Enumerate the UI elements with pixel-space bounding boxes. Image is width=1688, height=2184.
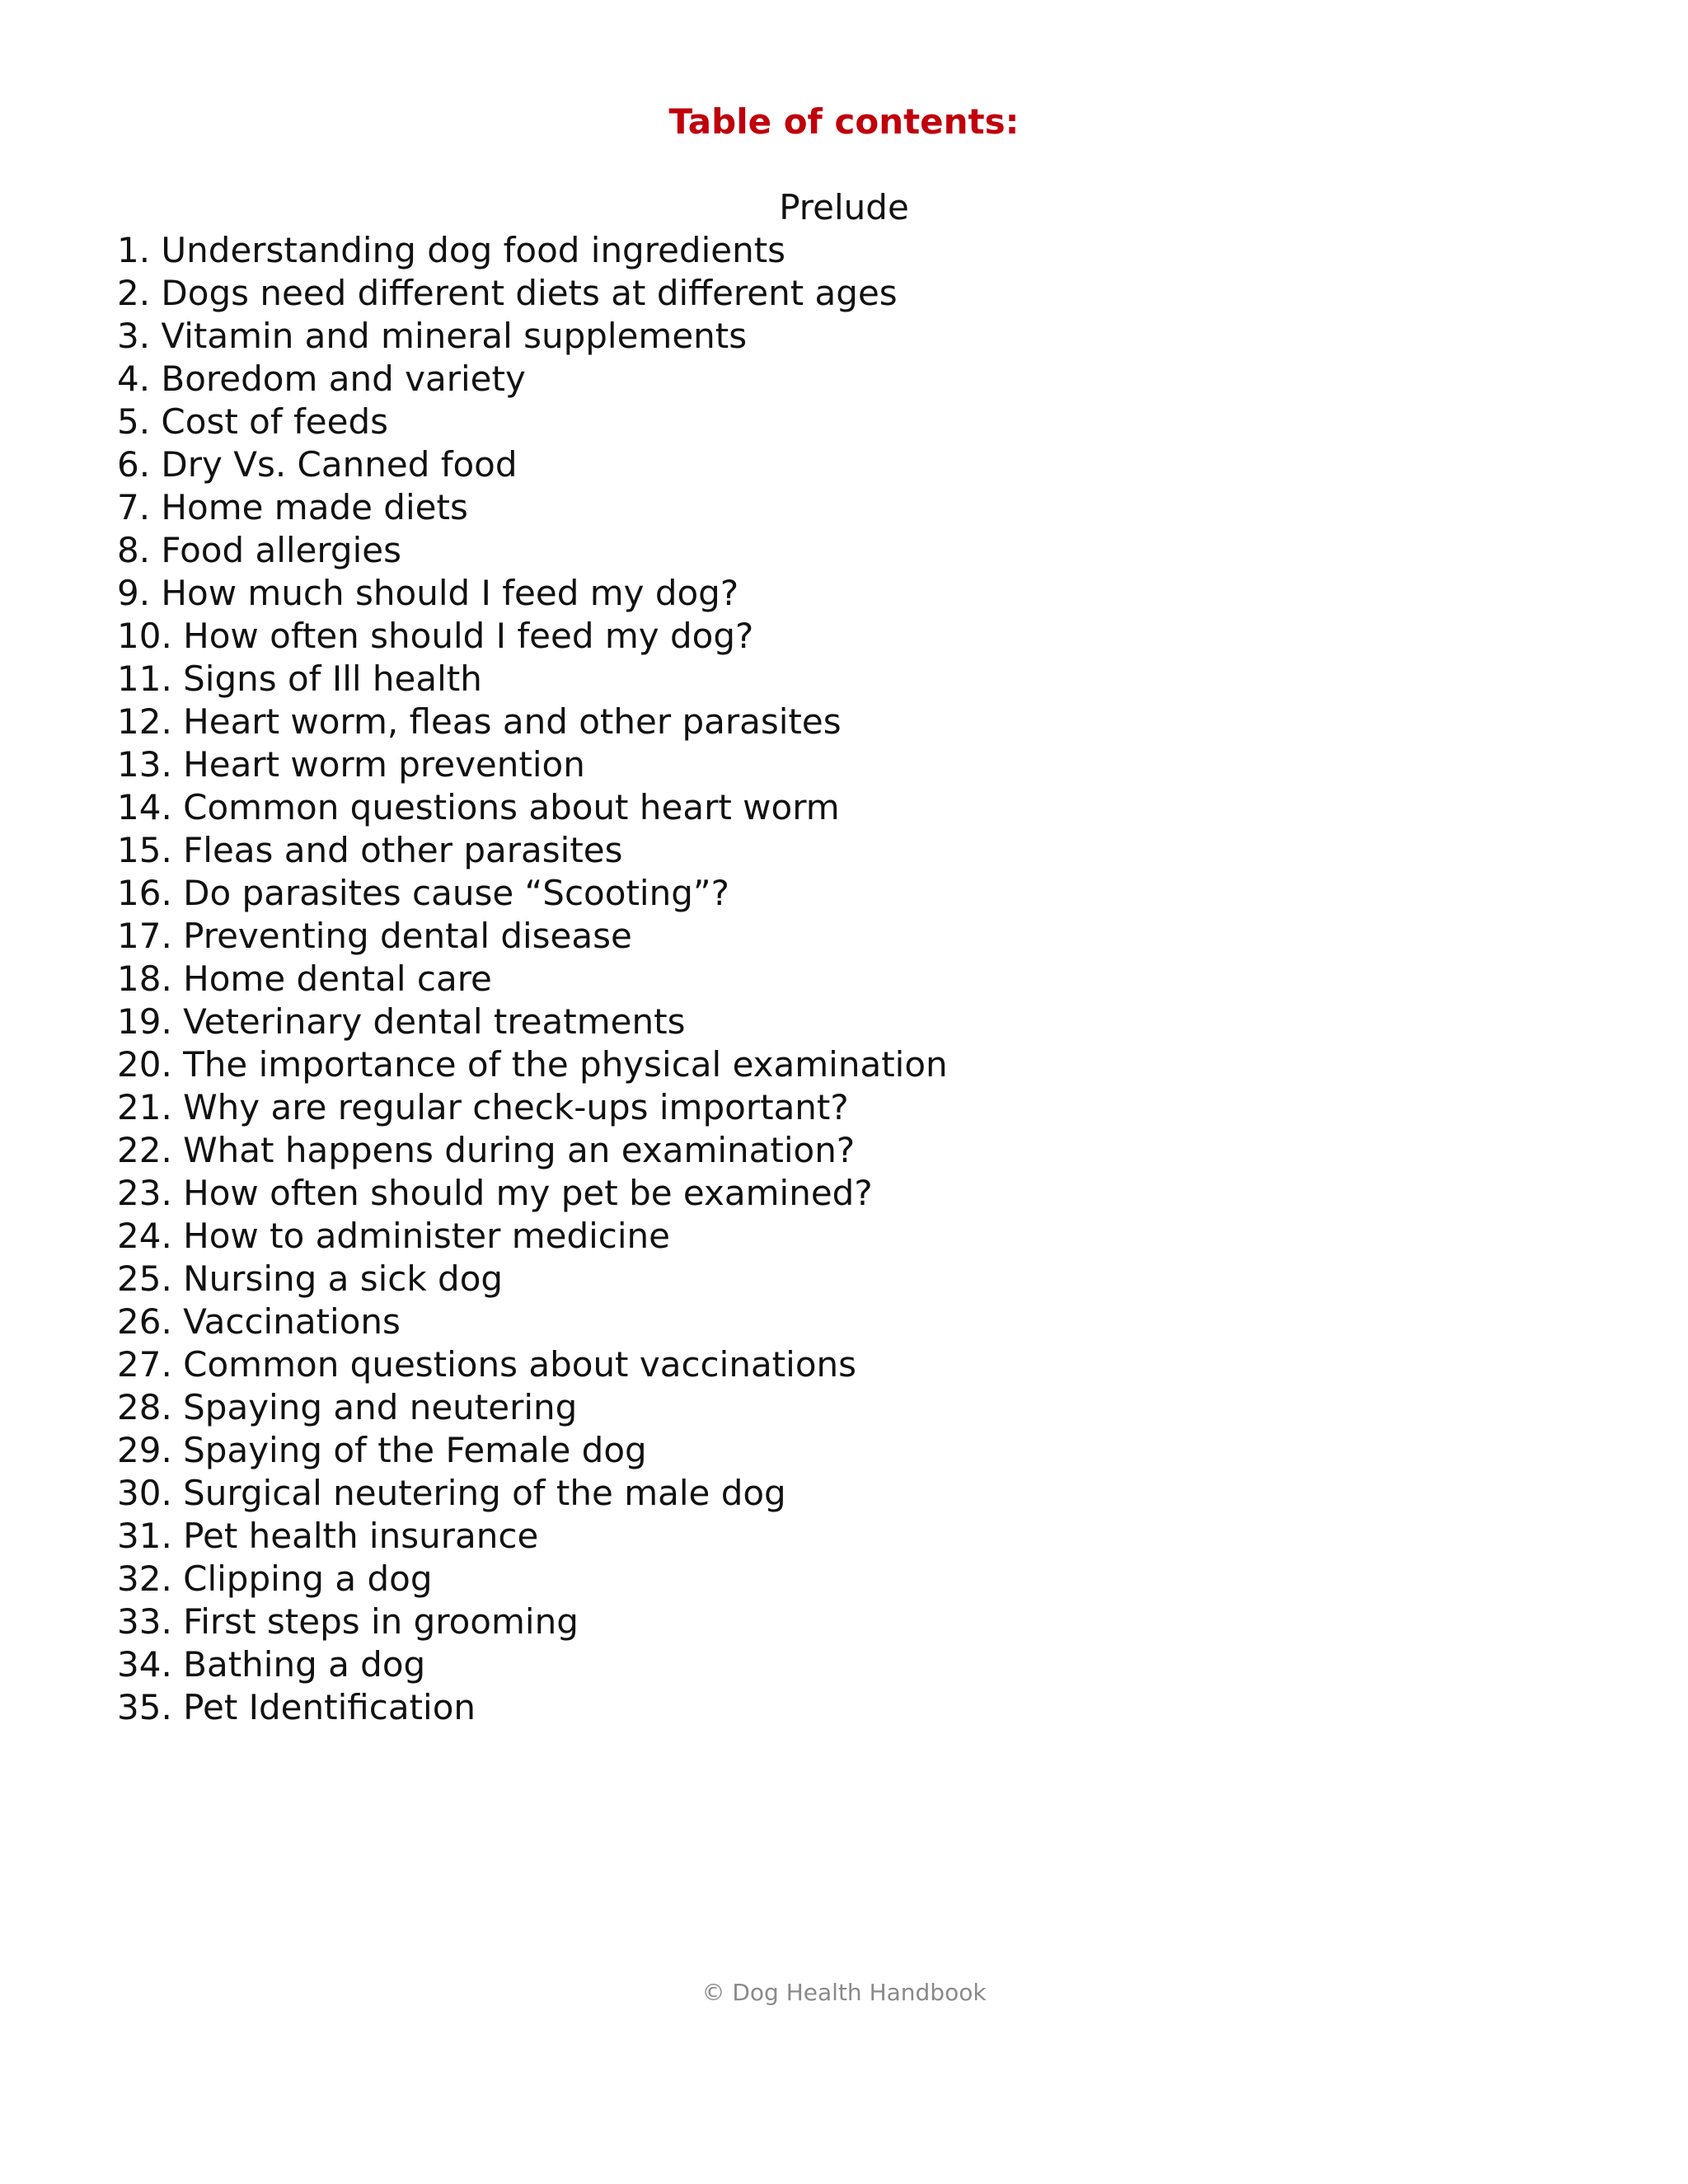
toc-prelude: Prelude bbox=[779, 187, 909, 227]
toc-item: 22. What happens during an examination? bbox=[117, 1130, 856, 1170]
toc-item: 33. First steps in grooming bbox=[117, 1601, 579, 1642]
toc-item: 11. Signs of Ill health bbox=[117, 658, 482, 699]
toc-item: 9. How much should I feed my dog? bbox=[117, 573, 739, 613]
toc-item: 23. How often should my pet be examined? bbox=[117, 1173, 873, 1213]
toc-item: 5. Cost of feeds bbox=[117, 401, 388, 442]
toc-item: 6. Dry Vs. Canned food bbox=[117, 444, 518, 485]
toc-item: 14. Common questions about heart worm bbox=[117, 787, 840, 827]
toc-item: 25. Nursing a sick dog bbox=[117, 1258, 504, 1299]
toc-item: 28. Spaying and neutering bbox=[117, 1387, 578, 1427]
toc-item: 34. Bathing a dog bbox=[117, 1644, 426, 1685]
toc-item: 27. Common questions about vaccinations bbox=[117, 1344, 857, 1385]
toc-item: 20. The importance of the physical examination bbox=[117, 1044, 948, 1085]
toc-item: 26. Vaccinations bbox=[117, 1301, 401, 1342]
toc-item: 2. Dogs need different diets at different ages bbox=[117, 273, 898, 313]
copyright-footer: © Dog Health Handbook bbox=[701, 1979, 987, 2006]
toc-item: 4. Boredom and variety bbox=[117, 359, 526, 399]
toc-item: 17. Preventing dental disease bbox=[117, 916, 632, 956]
toc-item: 7. Home made diets bbox=[117, 487, 468, 527]
toc-item: 19. Veterinary dental treatments bbox=[117, 1001, 686, 1042]
toc-item: 12. Heart worm, fleas and other parasites bbox=[117, 701, 842, 742]
toc-item: 35. Pet Identification bbox=[117, 1687, 476, 1727]
toc-item: 31. Pet health insurance bbox=[117, 1516, 539, 1556]
toc-item: 13. Heart worm prevention bbox=[117, 744, 585, 785]
toc-item: 10. How often should I feed my dog? bbox=[117, 616, 754, 656]
toc-item: 29. Spaying of the Female dog bbox=[117, 1430, 647, 1470]
toc-item: 15. Fleas and other parasites bbox=[117, 830, 623, 870]
toc-item: 18. Home dental care bbox=[117, 958, 492, 999]
toc-item: 1. Understanding dog food ingredients bbox=[117, 230, 786, 270]
toc-item: 21. Why are regular check-ups important? bbox=[117, 1087, 849, 1127]
toc-item: 16. Do parasites cause “Scooting”? bbox=[117, 873, 729, 913]
toc-item: 24. How to administer medicine bbox=[117, 1216, 671, 1256]
table-of-contents bbox=[117, 229, 1601, 1729]
toc-item: 32. Clipping a dog bbox=[117, 1558, 433, 1599]
page-title: Table of contents: bbox=[668, 101, 1020, 142]
toc-item: 30. Surgical neutering of the male dog bbox=[117, 1473, 786, 1513]
toc-item: 3. Vitamin and mineral supplements bbox=[117, 316, 748, 356]
toc-item: 8. Food allergies bbox=[117, 530, 401, 570]
